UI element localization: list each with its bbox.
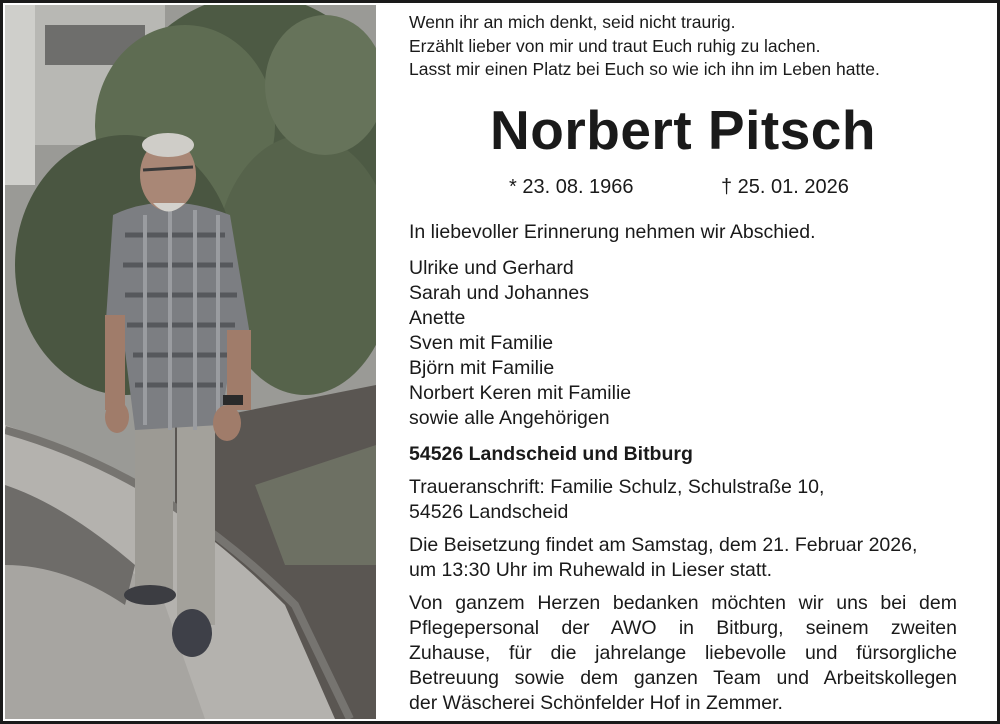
thanks-line: Pflegepersonal der AWO in Bitburg, seinem zweiten bbox=[409, 616, 957, 639]
deceased-name: Norbert Pitsch bbox=[490, 98, 876, 161]
memorial-quote bbox=[409, 11, 957, 82]
portrait-photo-illustration bbox=[5, 5, 376, 719]
mourner: Sarah und Johannes bbox=[409, 281, 589, 304]
mourners-list bbox=[409, 256, 957, 431]
quote-line: Erzählt lieber von mir und traut Euch ruhig zu lachen. bbox=[409, 35, 821, 56]
mourning-address bbox=[409, 475, 957, 525]
birth-date: * 23. 08. 1966 bbox=[509, 175, 634, 198]
mourner: Björn mit Familie bbox=[409, 356, 555, 379]
life-dates bbox=[409, 174, 957, 206]
mourner: Ulrike und Gerhard bbox=[409, 256, 574, 279]
thanks-paragraph bbox=[409, 591, 957, 716]
address-line: Traueranschrift: Familie Schulz, Schulstraße 10, bbox=[409, 475, 825, 498]
place-line: 54526 Landscheid und Bitburg bbox=[409, 442, 693, 465]
intro-line: In liebevoller Erinnerung nehmen wir Abschied. bbox=[409, 220, 816, 243]
burial-notice bbox=[409, 533, 957, 583]
burial-line: um 13:30 Uhr im Ruhewald in Lieser statt. bbox=[409, 558, 773, 581]
thanks-line: Von ganzem Herzen bedanken möchten wir uns bei dem bbox=[409, 591, 957, 614]
quote-line: Lasst mir einen Platz bei Euch so wie ich ihn im Leben hatte. bbox=[409, 59, 880, 79]
thanks-line: Zuhause, für die jahrelange liebevolle und fürsorgliche bbox=[409, 641, 957, 664]
thanks-line: Betreuung sowie dem ganzen Team und Arbeitskollegen bbox=[409, 666, 957, 689]
mourner: Anette bbox=[409, 306, 466, 329]
mourner: sowie alle Angehörigen bbox=[409, 406, 610, 429]
quote-line: Wenn ihr an mich denkt, seid nicht traurig. bbox=[409, 12, 736, 32]
address-line: 54526 Landscheid bbox=[409, 500, 569, 523]
death-date: † 25. 01. 2026 bbox=[721, 175, 849, 198]
portrait-photo bbox=[5, 5, 376, 719]
burial-line: Die Beisetzung findet am Samstag, dem 21. Februar 2026, bbox=[409, 533, 918, 556]
obituary-text bbox=[409, 11, 957, 716]
thanks-line: der Wäscherei Schönfelder Hof in Zemmer. bbox=[409, 691, 783, 714]
mourner: Sven mit Familie bbox=[409, 331, 554, 354]
mourner: Norbert Keren mit Familie bbox=[409, 381, 632, 404]
